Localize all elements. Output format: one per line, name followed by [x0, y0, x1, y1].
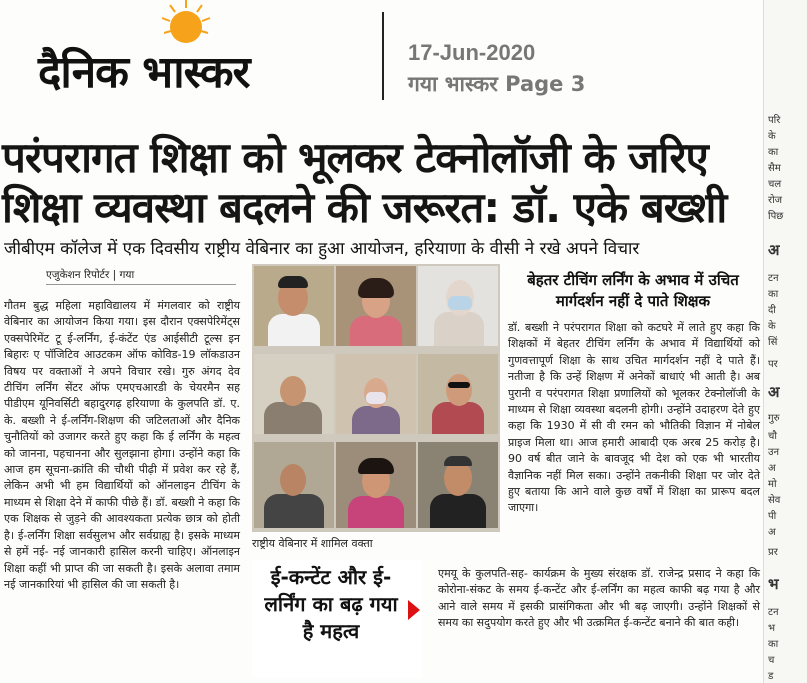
masthead-divider	[382, 12, 384, 100]
adjacent-heading-3: भ	[768, 575, 779, 593]
newspaper-logo: दैनिक भास्कर	[38, 47, 250, 98]
subheadline: जीबीएम कॉलेज में एक दिवसीय राष्ट्रीय वेबिनार का हुआ आयोजन, हरियाणा के वीसी ने रखे अपने विचार	[4, 239, 640, 259]
edition-page: गया भास्कर Page 3	[408, 72, 586, 96]
headline-line-1: परंपरागत शिक्षा को भूलकर टेक्नोलॉजी के जरिए	[2, 133, 708, 182]
edition-date: 17-Jun-2020	[408, 40, 536, 65]
article-column-3: डॉ. बख्शी ने परंपरागत शिक्षा को कटघरे में लाते हुए कहा कि शिक्षकों में बेहतर टीचिंग लर्निंग के अभाव में विद्यार्थियों को गुणवत्तापूर्ण शिक्षा के साथ उचित मार्गदर्शन नहीं दे पाते हैं। नतीजा है कि उन्हें शिक्षण में अनेकों बाधाएं भी आती है। अब पुरानी व परंपरागत शिक्षा प्रणालियों को भूलकर टेक्नोलॉजी के माध्यम से शिक्षा व्यवस्था बदलनी होगी। उन्होंने उदाहरण देते हुए कहा कि 1930 में सी वी रमन को भौतिकी विज्ञान में नोबेल प्राइज मिला था। आज हमारी आबादी एक अरब 25 करोड़ है। 90 वर्ष बीत जाने के बावजूद भी देश को एक भी भारतीय वैज्ञानिक नहीं मिल सका। उन्होंने तकनीकी शिक्षा पर जोर देते हुए बताया कि आने वाले कुछ वर्षों में शिक्षा का प्रारूप बदल जाएगा।	[508, 321, 760, 515]
webinar-participant-tile	[418, 266, 498, 346]
byline: एजुकेशन रिपोर्टर | गया	[46, 269, 135, 281]
webinar-photo	[252, 264, 500, 532]
section-heading: बेहतर टीचिंग लर्निंग के अभाव में उचित मार्गदर्शन नहीं दे पाते शिक्षक	[527, 271, 739, 310]
webinar-participant-tile	[336, 354, 416, 434]
webinar-participant-tile	[254, 354, 334, 434]
photo-caption: राष्ट्रीय वेबिनार में शामिल वक्ता	[252, 537, 373, 550]
article-column-4: एमयू के कुलपति-सह- कार्यक्रम के मुख्य संरक्षक डॉ. राजेन्द्र प्रसाद ने कहा कि कोरोना-संकट के समय ई-कन्टेंट और ई-लर्निंग का महत्व काफी बढ़ गया है और आने वाले समय में इसकी प्रासंगिकता और भी बढ़ जाएगी। उन्होंने शिक्षकों से समय का सदुपयोग करते हुए और भी उत्क्रमित ई-कन्टेंट बनाने की बात कही।	[438, 567, 760, 630]
webinar-participant-tile	[336, 266, 416, 346]
webinar-participant-tile	[418, 354, 498, 434]
article-column-1: गौतम बुद्ध महिला महाविद्यालय में मंगलवार को राष्ट्रीय वेबिनार का आयोजन किया गया। इस दौरान एक्सपेरिमेंट्स एक्सपेरिमेंट टू ई-लर्निंग, ई-कंटेंट एंड आईसीटी टूल्स इन बिहारः ए पॉजिटिव आउटकम ऑफ कोविड-19 लॉकडाउन विषय पर वक्ताओं ने अपने विचार रखे। गुरु अंगद देव टीचिंग लर्निंग सेंटर ऑफ एमएचआरडी के चेयरमैन सह पीडीएम यूनिवर्सिटी बहादुरगढ़ हरियाणा के कुलपति डॉ. ए. के. बख्शी ने ई-लर्निंग-शिक्षण की जटिलताओं और दैनिक चुनौतियों को उजागर करते हुए कहा कि ई लर्निंग के महत्व को जानना, पहचानना और सुलझाना होगा। उन्होंने कहा कि आज हम सूचना-क्रांति की चौथी पीढ़ी में प्रवेश कर रहे हैं, लेकिन अभी भी हम विद्यार्थियों को ऑनलाइन टीचिंग के माध्यम से शिक्षा देने में काफी पीछे हैं। डॉ. बख्शी ने कहा कि एक शिक्षक से जुड़ने की आवश्यकता प्रत्येक छात्र को होती है। ई-लर्निंग शिक्षा सर्वसुलभ और सर्वग्राह्य है। इसके माध्यम से हमें नई- नई जानकारी हासिल करनी चाहिए। ऑनलाइन शिक्षा कहीं भी प्राप्त की जा सकती है। इसके अलावा तमाम नई जानकारियां भी हासिल की जा सकती है।	[4, 299, 240, 591]
webinar-participant-tile	[254, 266, 334, 346]
webinar-participant-tile	[418, 442, 498, 528]
webinar-participant-tile	[254, 442, 334, 528]
webinar-participant-tile	[336, 442, 416, 528]
pullquote-text: ई-कन्टेंट और ई-लर्निंग का बढ़ गया है महत्व	[264, 565, 398, 643]
adjacent-column-strip: परि के का सैम चल रोज पिछ अ टन का दी के सिं पर अ गुरु चौ उन अ मो सेव पी अ प्रर भ टन भ का च ड	[763, 0, 807, 683]
headline-line-2: शिक्षा व्यवस्था बदलने की जरूरत: डॉ. एके बख्शी	[2, 183, 727, 232]
red-arrow-icon	[408, 600, 420, 620]
byline-rule	[46, 284, 236, 285]
adjacent-heading-2: अ	[768, 383, 780, 401]
adjacent-heading-1: अ	[768, 241, 780, 259]
